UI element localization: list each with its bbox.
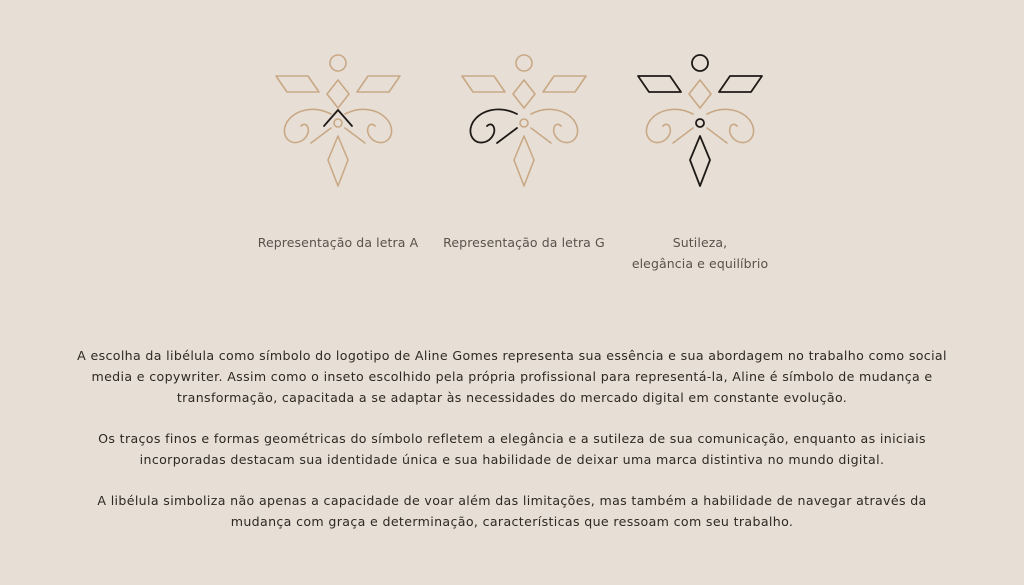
caption-line: Representação da letra A: [257, 235, 419, 250]
paragraph-symbolism: [50, 490, 974, 532]
dragonfly-letter-g-figure: [459, 50, 589, 190]
caption-subtlety: [610, 232, 790, 274]
dragonfly-subtlety-figure: [635, 50, 765, 190]
paragraph-dragonfly-choice: [50, 345, 974, 408]
dragonfly-letter-g-icon: [459, 50, 589, 190]
caption-line: Sutileza,: [672, 235, 728, 250]
paragraph-line: media e copywriter. Assim como o inseto escolhido pela própria profissional para representá-la, Aline é símbolo de mudança e: [91, 369, 933, 384]
paragraph-line: transformação, capacitada a se adaptar às necessidades do mercado digital em constante evolução.: [176, 390, 848, 405]
paragraph-line: A libélula simboliza não apenas a capacidade de voar além das limitações, mas também a habilidade de navegar através da: [97, 493, 927, 508]
paragraph-line: A escolha da libélula como símbolo do logotipo de Aline Gomes representa sua essência e sua abordagem no trabalho como social: [77, 348, 947, 363]
caption-line: elegância e equilíbrio: [631, 256, 769, 271]
dragonfly-letter-a-icon: [273, 50, 403, 190]
paragraph-line: mudança com graça e determinação, características que ressoam com seu trabalho.: [230, 514, 794, 529]
paragraph-line: incorporadas destacam sua identidade única e sua habilidade de deixar uma marca distintiva no mundo digital.: [139, 452, 885, 467]
paragraph-geometric-lines: [50, 428, 974, 470]
dragonfly-subtlety-icon: [635, 50, 765, 190]
caption-letter-a: [248, 232, 428, 253]
caption-line: Representação da letra G: [443, 235, 605, 250]
dragonfly-letter-a-figure: [273, 50, 403, 190]
caption-letter-g: [434, 232, 614, 253]
paragraph-line: Os traços finos e formas geométricas do símbolo refletem a elegância e a sutileza de sua comunicação, enquanto as iniciais: [98, 431, 926, 446]
